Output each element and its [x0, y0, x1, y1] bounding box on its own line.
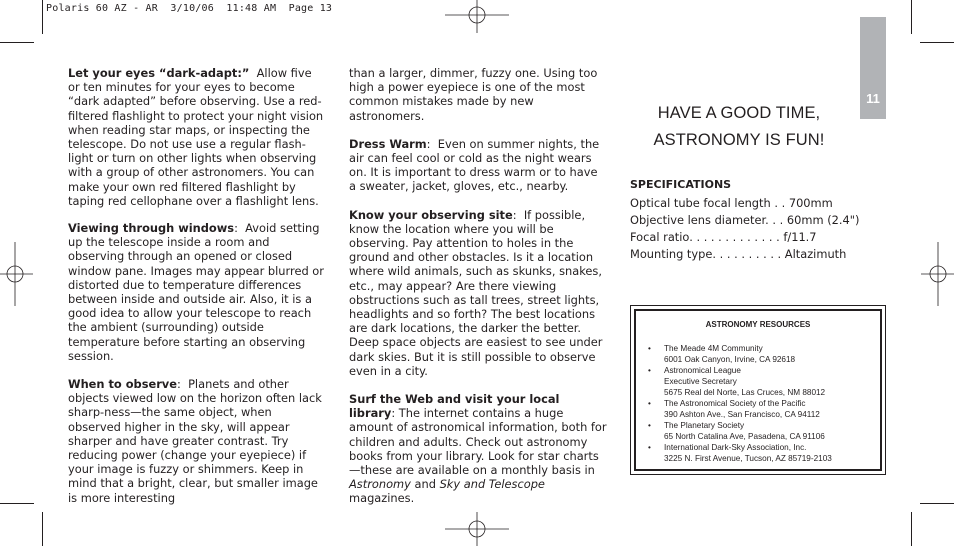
resource-item — [648, 365, 874, 398]
tip-heading: Surf the Web and visit your local library — [349, 392, 560, 421]
bullet: • — [648, 443, 651, 452]
crop-mark — [42, 0, 43, 34]
headline-line-2: ASTRONOMY IS FUN! — [653, 131, 825, 149]
registration-mark-left — [0, 240, 34, 310]
resource-address: 5675 Real del Norte, Las Cruces, NM 88012 — [664, 388, 826, 397]
bullet: • — [648, 421, 651, 430]
print-slug: Polaris 60 AZ - AR 3/10/06 11:48 AM Page 13 — [46, 3, 333, 14]
resource-name: The Planetary Society — [664, 421, 745, 430]
resources-title: ASTRONOMY RESOURCES — [705, 320, 811, 329]
spec-row: Optical tube focal length . . 700mm — [630, 196, 833, 210]
resource-address: 6001 Oak Canyon, Irvine, CA 92618 — [664, 355, 796, 364]
resource-address: 3225 N. First Avenue, Tucson, AZ 85719-2103 — [664, 454, 832, 463]
spec-row: Mounting type. . . . . . . . . . Altazimuth — [630, 247, 847, 261]
tip-heading: Dress Warm — [349, 136, 427, 151]
resources-inner-frame — [634, 309, 882, 471]
resources-list — [648, 343, 874, 464]
resource-item — [648, 398, 874, 420]
tip-heading: Let your eyes “dark-adapt:” — [68, 66, 250, 80]
tip-body: Avoid setting up the telescope inside a room and observing through an opened or closed window pane. Images may appear blurred or distorted due to temperature differences between inside and outside air. Also, it is a good idea to allow your telescope to reach the ambient (surrounding) outside temperature before starting an observing session. — [68, 221, 324, 363]
crop-mark — [920, 503, 954, 504]
spec-row: Focal ratio. . . . . . . . . . . . . f/11.7 — [630, 230, 817, 244]
tip-body-and: and — [414, 477, 436, 492]
resource-address: 390 Ashton Ave., San Francisco, CA 94112 — [664, 410, 820, 419]
resource-address: 65 North Catalina Ave, Pasadena, CA 91106 — [664, 432, 825, 441]
tip-windows: Viewing through windows: Avoid setting up the telescope inside a room and observing through an opened or closed window pane. Images may appear blurred or distorted due to temperature differences between inside and outside air. Also, it is a good idea to allow your telescope to reach the ambient (surrounding) outside temperature before starting an observing session. — [68, 221, 324, 363]
page-number: 11 — [866, 91, 880, 106]
page-number-tab — [860, 17, 886, 119]
specifications-title: SPECIFICATIONS — [630, 178, 732, 191]
crop-mark — [911, 512, 912, 546]
tip-body: Allow five or ten minutes for your eyes to become “dark adapted” before observing. Use a red-filtered flashlight to protect your night vision when reading star maps, or inspecting the telescope. Do not use use a regular flash-light or turn on other lights when observing with a group of other astronomers. You can make your own red filtered flashlight by taping red cellophane over a flashlight lens. — [68, 66, 324, 208]
resource-item — [648, 442, 874, 464]
specifications-list — [630, 195, 860, 263]
resource-item — [648, 343, 874, 365]
bullet: • — [648, 366, 651, 375]
crop-mark — [920, 42, 954, 43]
registration-mark-right — [920, 240, 954, 310]
bullet: • — [648, 344, 651, 353]
magazine-title: Astronomy — [349, 477, 411, 492]
resource-name: Astronomical League — [664, 366, 741, 375]
tip-body: If possible, know the location where you will be observing. Pay attention to holes in the ground and other obstacles. Is it a location where wild animals, such as skunks, snakes, etc., may appear? Are there viewing obstructions such as tall trees, street lights, headlights and so forth? The best locations are dark locations, the darker the better. Deep space objects are easiest to see under dark skies. But it is still possible to observe even in a city. — [349, 207, 603, 378]
resource-item — [648, 420, 874, 442]
tip-body-end: magazines. — [349, 491, 415, 506]
text-column-left — [68, 66, 326, 518]
tip-heading: Viewing through windows — [68, 221, 235, 236]
headline-line-1: HAVE A GOOD TIME, — [657, 104, 821, 122]
tip-heading: When to observe — [68, 377, 177, 392]
text-column-middle — [349, 66, 607, 519]
tip-dark-adapt — [68, 66, 326, 208]
tip-continued — [349, 66, 607, 123]
tip-when-to-observe: When to observe: Planets and other objects viewed low on the horizon often lack sharp-ness—the same object, when observed higher in the sky, will appear sharper and have greater contrast. Try reducing power (change your eyepiece) if your image is fuzzy or shimmers. Keep in mind that a bright, clear, but smaller image is more interesting — [68, 377, 322, 505]
astronomy-resources-box — [630, 305, 886, 475]
crop-mark — [0, 42, 34, 43]
tip-body: than a larger, dimmer, fuzzy one. Using too high a power eyepiece is one of the most common mistakes made by new astronomers. — [349, 66, 598, 123]
registration-mark-top — [442, 0, 512, 34]
crop-mark — [0, 503, 34, 504]
magazine-title: Sky and Telescope — [439, 477, 545, 492]
tip-dress-warm: Dress Warm: Even on summer nights, the air can feel cool or cold as the night wears on. It is important to dress warm or to have a sweater, jacket, gloves, etc., nearby. — [349, 136, 600, 194]
resource-name: International Dark-Sky Association, Inc. — [664, 443, 807, 452]
resource-name: The Astronomical Society of the Pacific — [664, 399, 806, 408]
tip-web-library: Surf the Web and visit your local library: The internet contains a huge amount of astronomical information, both for children and adults. Check out astronomy books from your library. Look for star charts—these are available on a monthly basis in Astronomy and Sky and Telescope magazines. — [349, 392, 607, 506]
resource-detail: Executive Secretary — [664, 377, 737, 386]
tip-body: Planets and other objects viewed low on the horizon often lack sharp-ness—the same object, when observed higher in the sky, will appear sharper and have greater contrast. Try reducing power (change your eyepiece) if your image is fuzzy or shimmers. Keep in mind that a bright, clear, but smaller image is more interesting — [68, 377, 322, 505]
headline — [630, 100, 848, 154]
tip-observing-site: Know your observing site: If possible, know the location where you will be observing. Pay attention to holes in the ground and other obstacles. Is it a location where wild animals, such as skunks, snakes, etc., may appear? Are there viewing obstructions such as tall trees, street lights, headlights and so forth? The best locations are dark locations, the darker the better. Deep space objects are easiest to see under dark skies. But it is still possible to observe even in a city. — [349, 207, 603, 378]
spec-row: Objective lens diameter. . . 60mm (2.4") — [630, 213, 860, 227]
bullet: • — [648, 399, 651, 408]
resource-name: The Meade 4M Community — [664, 344, 763, 353]
tip-body: The internet contains a huge amount of astronomical information, both for children and adults. Check out astronomy books from your library. Look for star charts—these are available on a monthly basis in — [349, 406, 607, 478]
tip-heading: Know your observing site — [349, 207, 513, 222]
crop-mark — [911, 0, 912, 34]
tip-body: Even on summer nights, the air can feel cool or cold as the night wears on. It is important to dress warm or to have a sweater, jacket, gloves, etc., nearby. — [349, 136, 600, 194]
crop-mark — [42, 512, 43, 546]
